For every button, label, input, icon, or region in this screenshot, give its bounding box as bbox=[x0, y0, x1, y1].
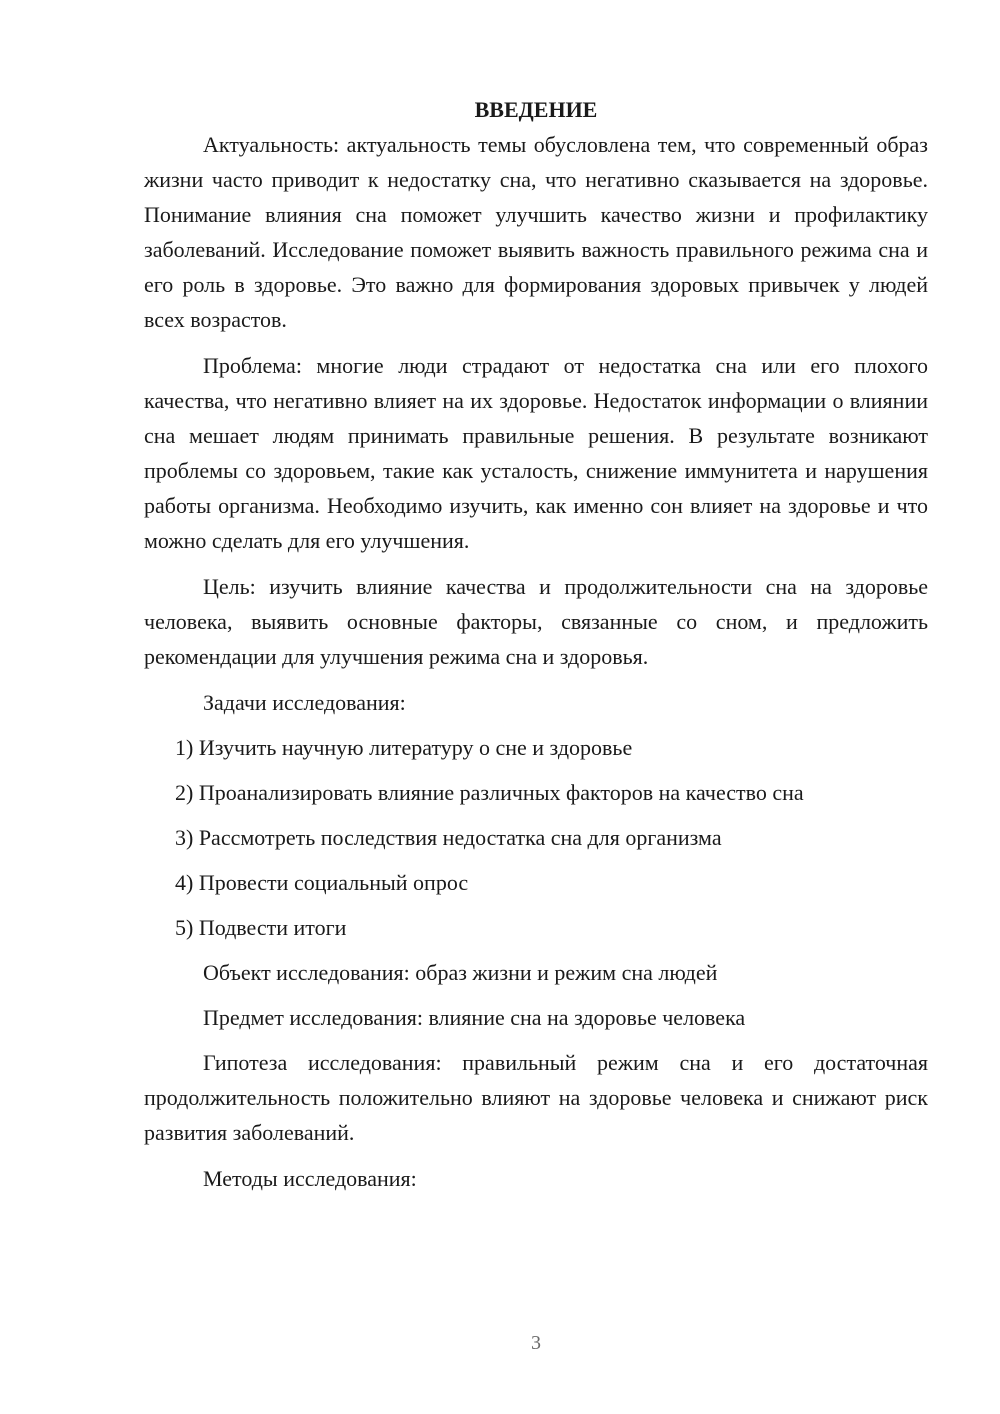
document-page bbox=[144, 92, 928, 1206]
list-item: 1) Изучить научную литературу о сне и здоровье bbox=[175, 735, 633, 760]
list-item: 2) Проанализировать влияние различных факторов на качество сна bbox=[175, 780, 804, 805]
object-paragraph: Объект исследования: образ жизни и режим сна людей bbox=[203, 960, 718, 985]
methods-title: Методы исследования: bbox=[203, 1166, 417, 1191]
page-number: 3 bbox=[531, 1332, 541, 1354]
tasks-list bbox=[144, 730, 928, 945]
list-item: 4) Провести социальный опрос bbox=[175, 870, 469, 895]
relevance-paragraph: Актуальность: актуальность темы обусловлена тем, что современный образ жизни часто приводит к недостатку сна, что негативно сказывается на здоровье. Понимание влияния сна поможет улучшить качество жизни и профилактику заболеваний. Исследование поможет выявить важность правильного режима сна и его роль в здоровье. Это важно для формирования здоровых привычек у людей всех возрастов. bbox=[144, 132, 928, 332]
list-item: 3) Рассмотреть последствия недостатка сна для организма bbox=[175, 825, 722, 850]
goal-paragraph: Цель: изучить влияние качества и продолжительности сна на здоровье человека, выявить основные факторы, связанные со сном, и предложить рекомендации для улучшения режима сна и здоровья. bbox=[144, 574, 928, 669]
tasks-title: Задачи исследования: bbox=[203, 690, 406, 715]
hypothesis-paragraph: Гипотеза исследования: правильный режим сна и его достаточная продолжительность положительно влияют на здоровье человека и снижают риск развития заболеваний. bbox=[144, 1050, 928, 1145]
list-item: 5) Подвести итоги bbox=[175, 915, 347, 940]
problem-paragraph: Проблема: многие люди страдают от недостатка сна или его плохого качества, что негативно влияет на их здоровье. Недостаток информации о влиянии сна мешает людям принимать правильные решения. В результате возникают проблемы со здоровьем, такие как усталость, снижение иммунитета и нарушения работы организма. Необходимо изучить, как именно сон влияет на здоровье и что можно сделать для его улучшения. bbox=[144, 353, 928, 553]
page-title: ВВЕДЕНИЕ bbox=[474, 97, 598, 122]
subject-paragraph: Предмет исследования: влияние сна на здоровье человека bbox=[203, 1005, 746, 1030]
